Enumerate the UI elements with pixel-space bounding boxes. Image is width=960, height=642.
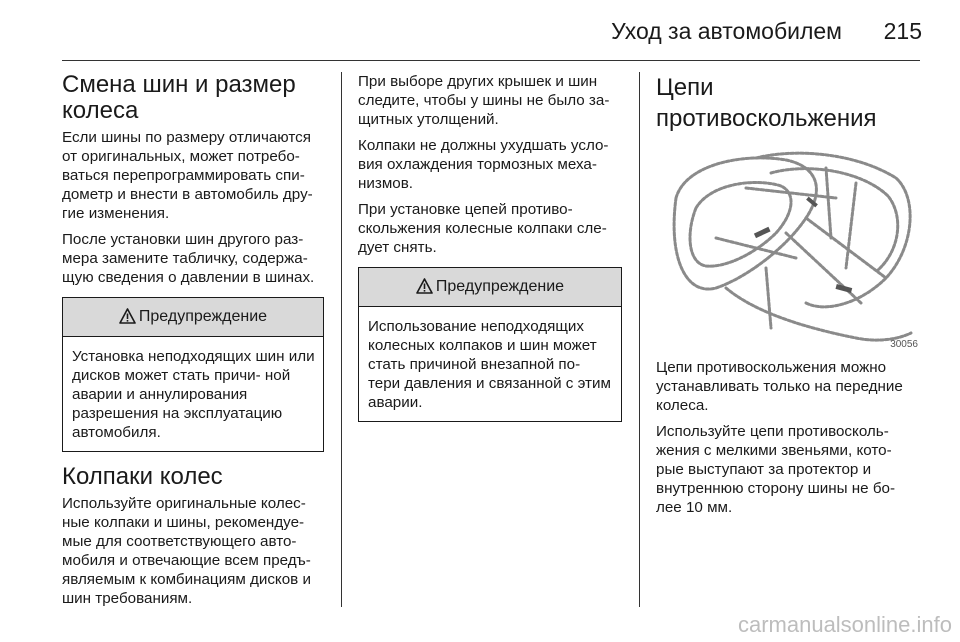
column-divider-1 xyxy=(341,72,342,607)
paragraph: Используйте оригинальные колес- ные колпаки и шины, рекомендуе- мые для соответствующего авто- мобиля и отвечающие всем предъ- являемым к комбинациям дисков и шин требованиям. xyxy=(62,495,311,607)
paragraph: При установке цепей противо- скольжения колесные колпаки сле- дует снять. xyxy=(358,201,607,256)
warning-box xyxy=(358,267,622,422)
warning-title: Предупреждение xyxy=(435,278,565,295)
figure-id: 30056 xyxy=(890,339,918,350)
warning-title: Предупреждение xyxy=(138,308,268,325)
section-title-tire-size: Смена шин и размер колеса xyxy=(62,71,296,124)
paragraph: Цепи противоскольжения можно устанавливать только на передние колеса. xyxy=(656,359,903,414)
watermark: carmanualsonline.info xyxy=(737,612,952,637)
warning-header xyxy=(63,298,323,337)
header-divider xyxy=(62,60,920,61)
paragraph: При выборе других крышек и шин следите, чтобы у шины не было за- щитных утолщений. xyxy=(358,73,610,128)
column-2 xyxy=(358,72,622,432)
warning-header xyxy=(359,268,621,307)
warning-triangle-icon xyxy=(416,278,433,294)
paragraph: После установки шин другого раз- мера замените табличку, содержа- щую сведения о давлении в шинах. xyxy=(62,231,315,286)
paragraph: Если шины по размеру отличаются от оригинальных, может потребо- ваться перепрограммировать спи- дометр и внести в автомобиль дру- гие изменения. xyxy=(62,129,313,222)
snow-chains-illustration xyxy=(656,138,922,352)
section-title-snow-chains: Цепи противоскольжения xyxy=(656,74,877,132)
column-3 xyxy=(656,72,922,524)
warning-box xyxy=(62,297,324,452)
running-header-title: Уход за автомобилем xyxy=(611,18,842,44)
paragraph: Колпаки не должны ухудшать усло- вия охлаждения тормозных меха- низмов. xyxy=(358,137,609,192)
warning-triangle-icon xyxy=(119,308,136,324)
warning-text: Использование неподходящих колесных колпаков и шин может стать причиной внезапной по- тери давления и связанной с этим аварии. xyxy=(368,318,611,411)
page-number: 215 xyxy=(883,18,922,44)
section-title-wheel-covers: Колпаки колес xyxy=(62,463,223,490)
paragraph: Используйте цепи противосколь- жения с мелкими звеньями, кото- рые выступают за протектор и внутреннюю сторону шины не бо- лее 10 мм. xyxy=(656,423,896,516)
snow-chains-drawing xyxy=(656,138,922,352)
column-1 xyxy=(62,72,324,615)
warning-text: Установка неподходящих шин или дисков может стать причи- ной аварии и аннулирования разрешения на эксплуатацию автомобиля. xyxy=(72,348,315,441)
column-divider-2 xyxy=(639,72,640,607)
page-header xyxy=(0,0,960,62)
